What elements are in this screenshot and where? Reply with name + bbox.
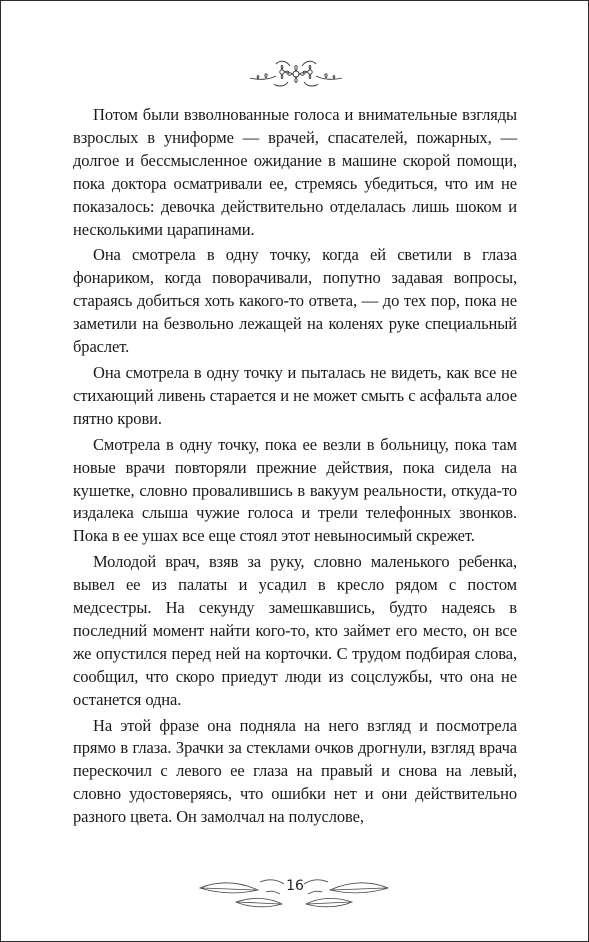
page-number: 16 xyxy=(286,878,304,894)
body-text xyxy=(73,104,517,829)
paragraph: Она смотрела в одну точку и пыталась не видеть, как все не стихающий ливень старается и не может смыть с асфальта алое пятно крови. xyxy=(73,362,517,428)
paragraph: Молодой врач, взяв за руку, словно маленького ребенка, вывел ее из палаты и усадил в кресло рядом с постом медсестры. На секунду замешкавшись, будто надеясь в последний момент найти кого-то, кто займет его место, он все же опустился перед ней на корточки. С трудом подбирая слова, сообщил, что скоро приедут люди из соцслужбы, что она не останется одна. xyxy=(73,552,517,709)
paragraph: На этой фразе она подняла на него взгляд и посмотрела прямо в глаза. Зрачки за стеклами очков дрогнули, взгляд врача перескочил с левого ее глаза на правый и снова на левый, словно удостоверяясь, что ошибки нет и они действительно разного цвета. Он замолчал на полуслове, xyxy=(73,715,517,827)
paragraph: Потом были взволнованные голоса и внимательные взгляды взрослых в униформе — врачей, спасателей, пожарных, — долгое и бессмысленное ожидание в машине скорой помощи, пока доктора осматривали ее, стремясь убедиться, что им не показалось: девочка действительно отделалась лишь шоком и несколькими царапинами. xyxy=(73,105,517,239)
paragraph: Она смотрела в одну точку, когда ей светили в глаза фонариком, когда поворачивали, попутно задавая вопросы, стараясь добиться хоть какого-то ответа, — до тех пор, пока не заметили на безвольно лежащей на коленях руке специальный браслет. xyxy=(73,245,517,357)
floral-ornament-icon xyxy=(246,56,346,92)
paragraph: Смотрела в одну точку, пока ее везли в больницу, пока там новые врачи повторяли прежние действия, пока сидела на кушетке, словно провалившись в вакуум реальности, откуда-то издалека слыша чужие голоса и трели телефонных звонков. Пока в ее ушах все еще стоял этот невыносимый скрежет. xyxy=(73,434,517,546)
